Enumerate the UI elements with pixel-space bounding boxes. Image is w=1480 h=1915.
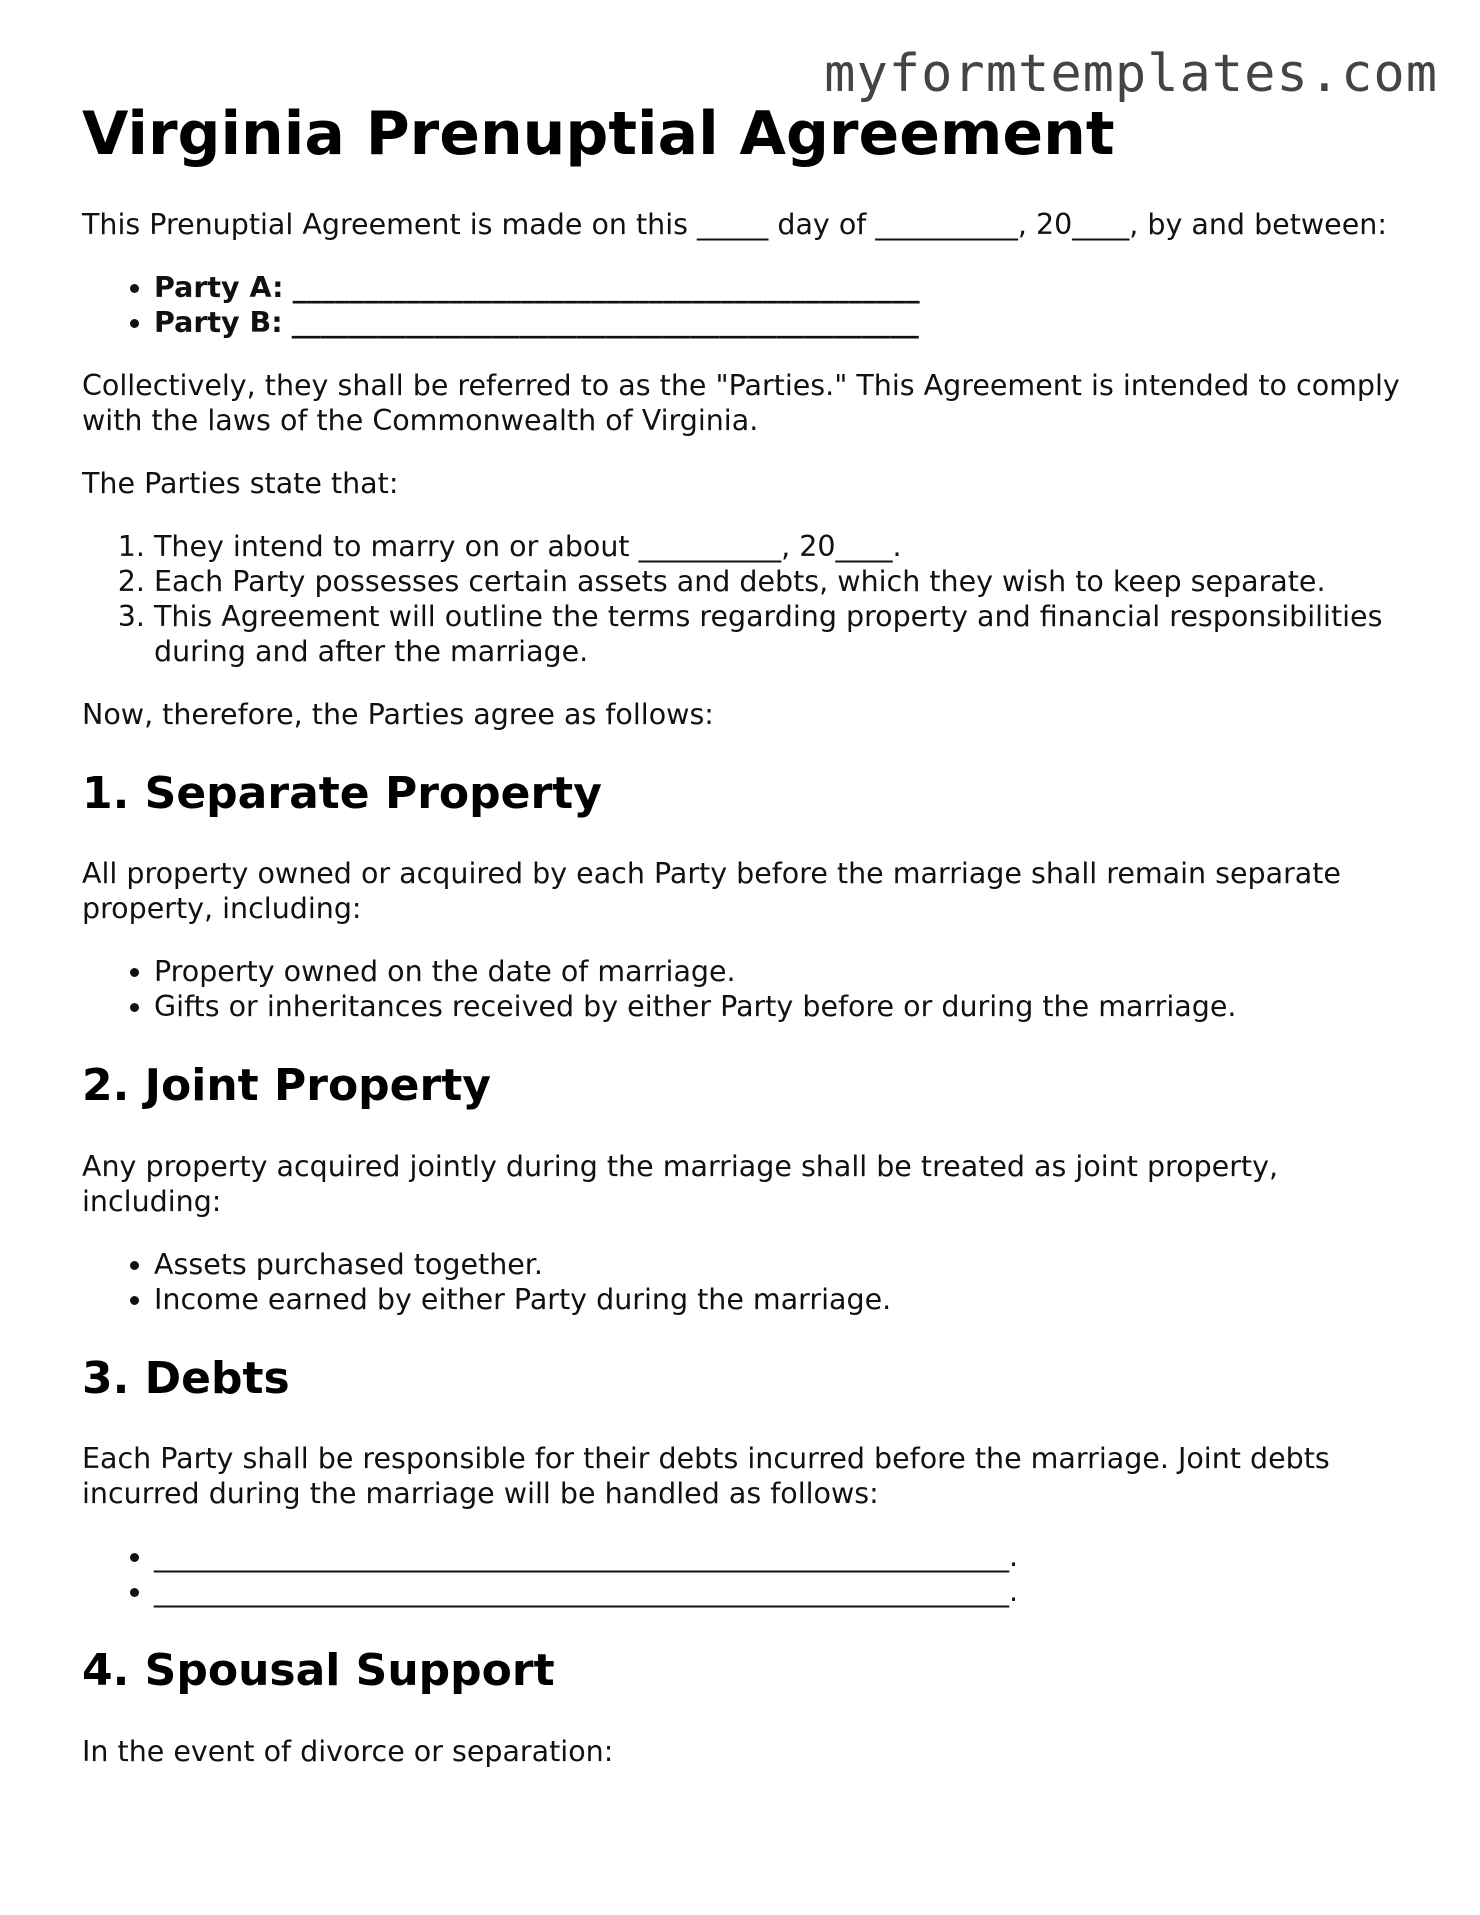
- party-b-item: [154, 305, 1412, 340]
- list-item: • Assets purchased together.: [154, 1247, 1412, 1282]
- debts-list: [82, 1539, 1412, 1609]
- separate-property-text: All property owned or acquired by each Party before the marriage shall remain separate property, including:: [82, 857, 1341, 926]
- statement-item: 2. Each Party possesses certain assets and debts, which they wish to keep separate.: [154, 564, 1412, 599]
- party-a-label: Party A:: [154, 271, 284, 304]
- statement-list: [82, 529, 1412, 669]
- intro-paragraph: This Prenuptial Agreement is made on this _____ day of __________, 20____, by and between:: [82, 208, 1387, 241]
- list-item: • Income earned by either Party during the marriage.: [154, 1282, 1412, 1317]
- agree-paragraph: Now, therefore, the Parties agree as follows:: [82, 698, 714, 731]
- section-heading-spousal-support: 4. Spousal Support: [82, 1645, 555, 1697]
- section-heading-separate-property: 1. Separate Property: [82, 768, 602, 819]
- party-b-blank: ____________________________________________: [291, 306, 919, 339]
- party-b-label: Party B:: [154, 306, 283, 339]
- collective-paragraph: Collectively, they shall be referred to as the "Parties." This Agreement is intended to comply with the laws of the Commonwealth of Virginia.: [82, 369, 1400, 437]
- party-a-item: [154, 270, 1412, 305]
- statement-item: 3. This Agreement will outline the terms regarding property and financial responsibilities during and after the marriage.: [154, 599, 1412, 669]
- document-body: [82, 100, 1412, 1797]
- state-intro: The Parties state that:: [82, 467, 399, 500]
- list-item: • ____________________________________________________________.: [154, 1574, 1412, 1609]
- statement-item: 1. They intend to marry on or about __________, 20____.: [154, 529, 1412, 564]
- joint-property-text: Any property acquired jointly during the marriage shall be treated as joint property, including:: [82, 1149, 1279, 1218]
- list-item: • Property owned on the date of marriage.: [154, 954, 1412, 989]
- party-a-blank: ____________________________________________: [292, 271, 920, 304]
- page-title: Virginia Prenuptial Agreement: [82, 99, 1115, 169]
- party-list: [82, 270, 1412, 340]
- section-heading-joint-property: 2. Joint Property: [82, 1060, 491, 1112]
- section-heading-debts: 3. Debts: [82, 1352, 290, 1404]
- watermark: myformtemplates.com: [824, 44, 1438, 104]
- spousal-support-text: In the event of divorce or separation:: [82, 1734, 614, 1768]
- list-item: • ____________________________________________________________.: [154, 1539, 1412, 1574]
- separate-property-list: [82, 954, 1412, 1024]
- joint-property-list: [82, 1247, 1412, 1317]
- list-item: • Gifts or inheritances received by either Party before or during the marriage.: [154, 989, 1412, 1024]
- debts-text: Each Party shall be responsible for their debts incurred before the marriage. Joint debts incurred during the marriage will be handled as follows:: [82, 1442, 1330, 1511]
